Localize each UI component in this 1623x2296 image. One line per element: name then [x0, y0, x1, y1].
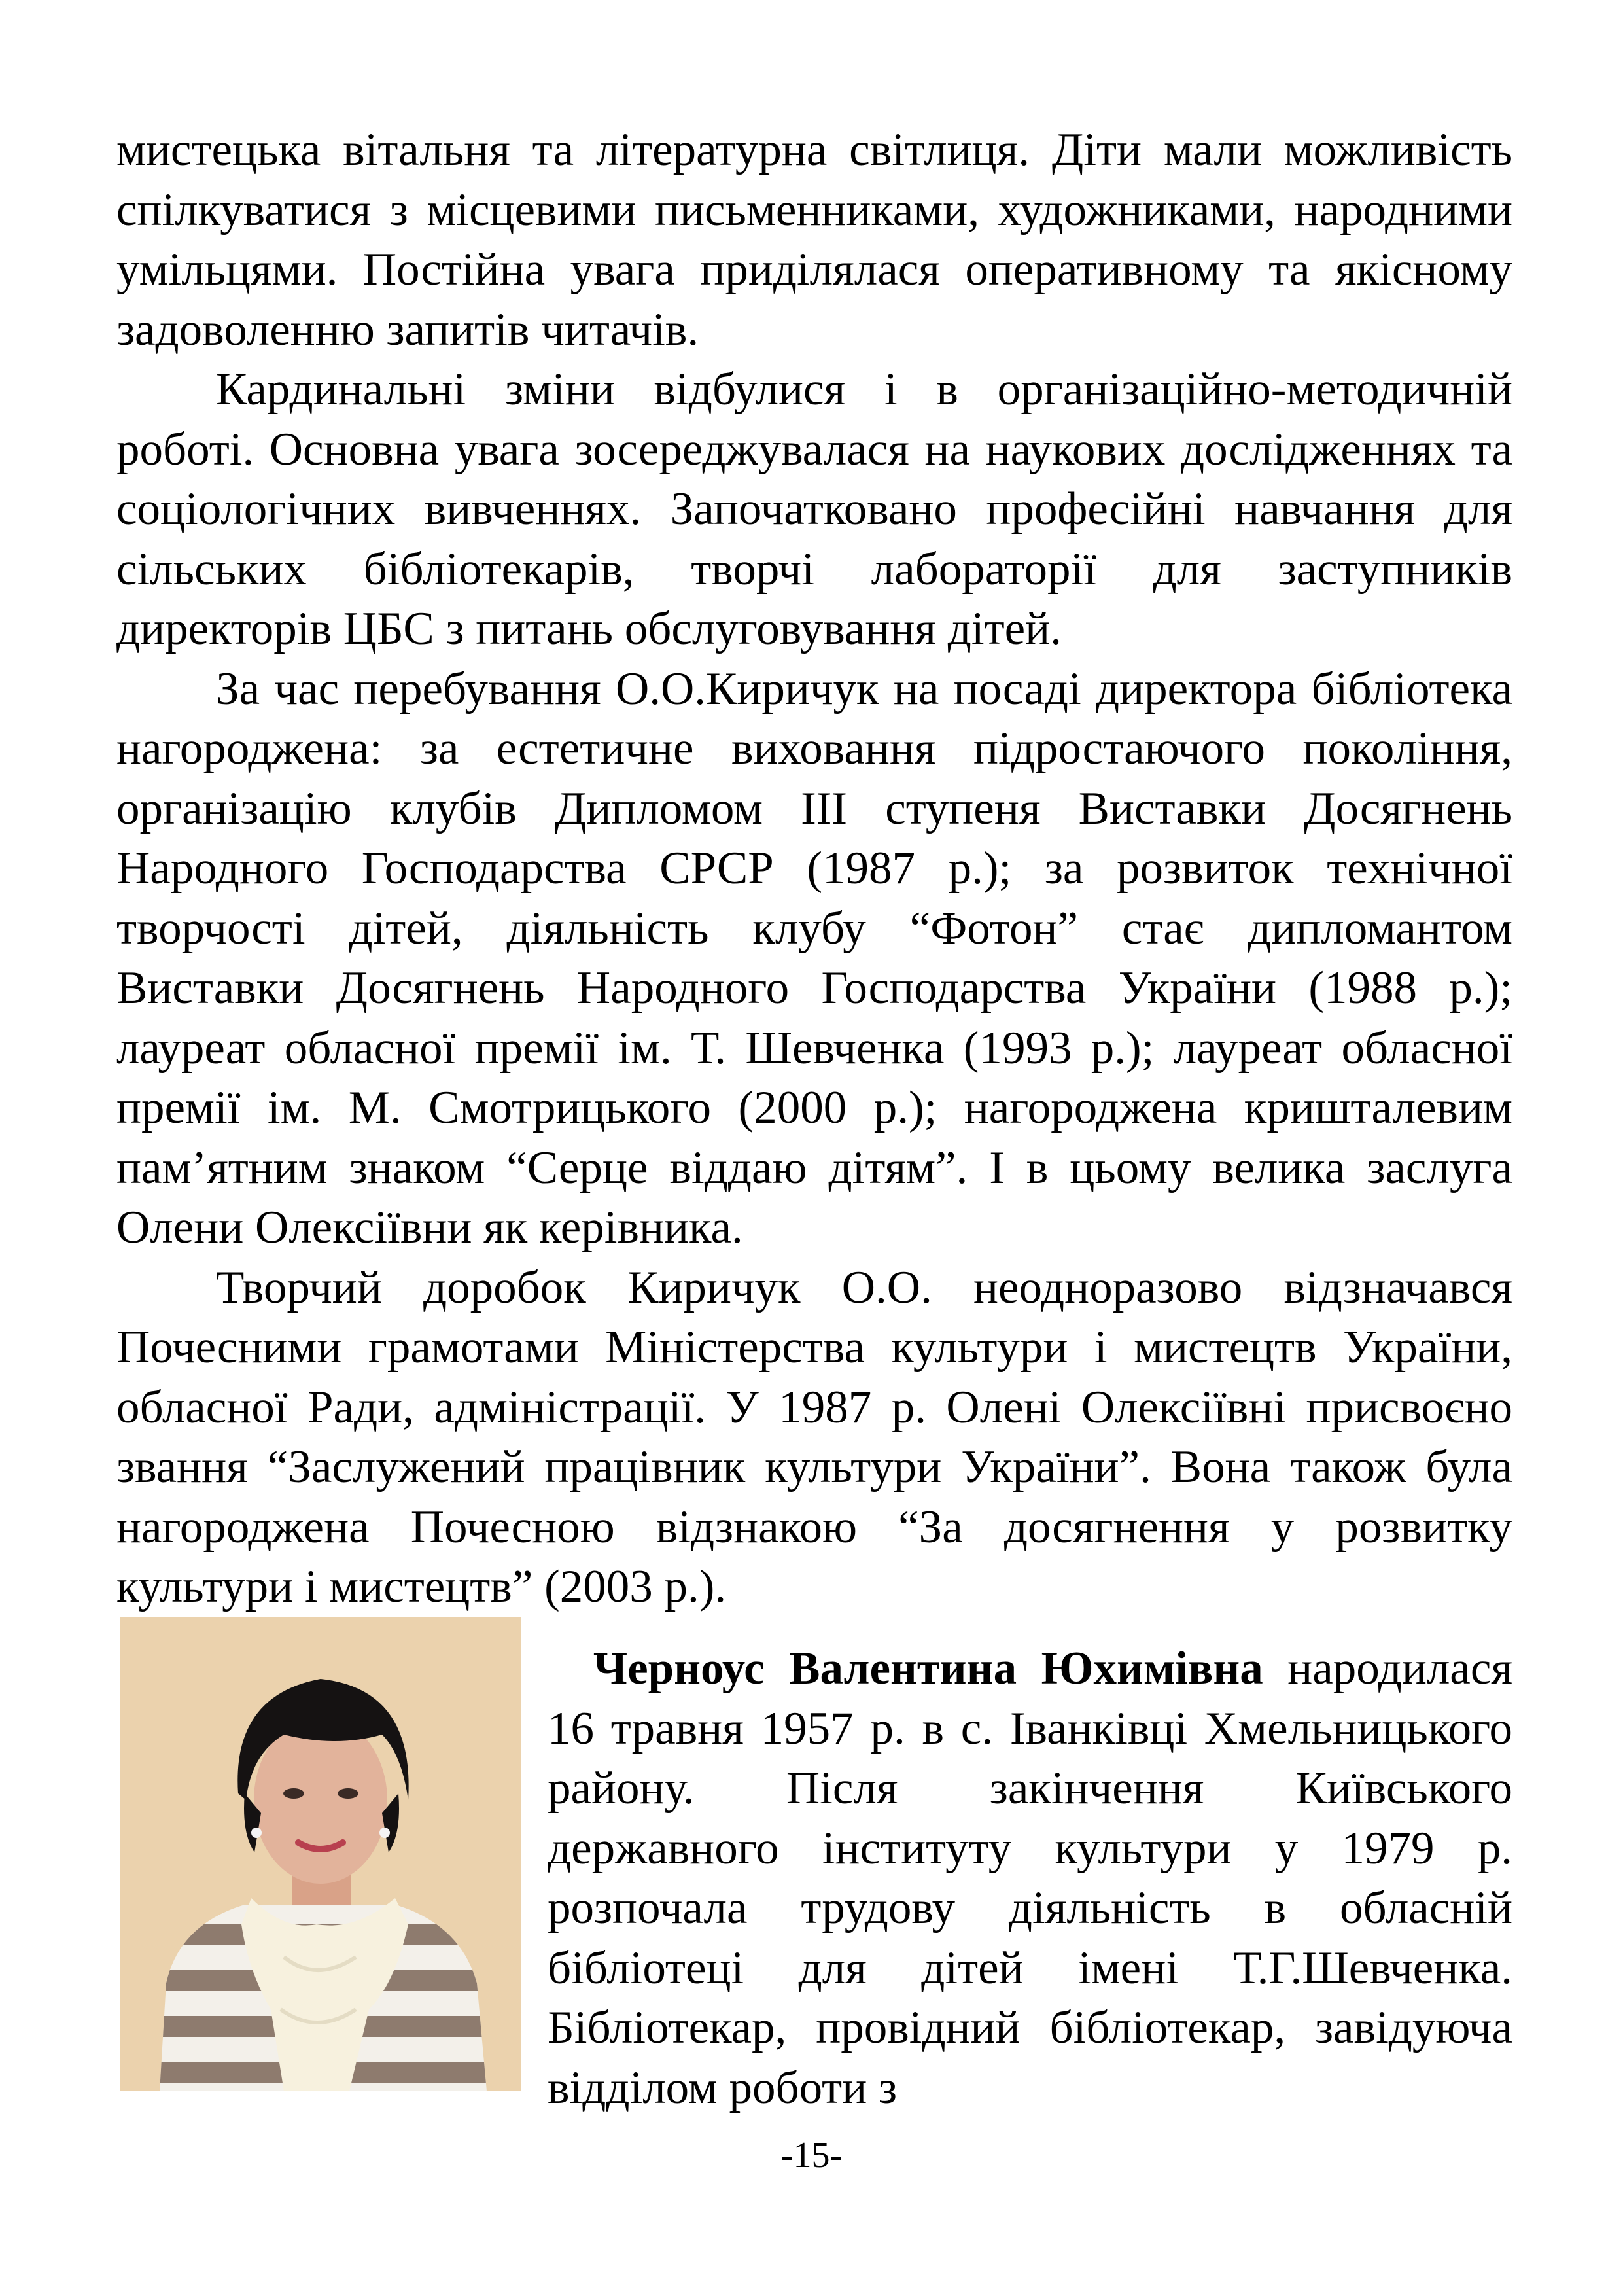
paragraph-2: Кардинальні зміни відбулися і в організаційно-методичній роботі. Основна увага зосереджувалася на наукових дослідженнях та соціологічних вивченнях. Започатковано професійні навчання для сільських бібліотекарів, творчі лабораторії для заступників директорів ЦБС з питань обслуговування дітей. [116, 364, 1512, 654]
paragraph-1: мистецька вітальня та літературна світлиця. Діти мали можливість спілкуватися з місцевими письменниками, художниками, народними умільцями. Постійна увага приділялася оперативному та якісному задоволенню запитів читачів. [116, 124, 1512, 355]
page-number: -15- [780, 2135, 843, 2176]
biography-section [116, 1613, 1512, 2113]
paragraph-3: За час перебування О.О.Киричук на посаді директора бібліотека нагороджена: за естетичне виховання підростаючого покоління, організацію клубів Дипломом ІІІ ступеня Виставки Досягнень Народного Господарства СРСР (1987 р.); за розвиток технічної творчості дітей, діяльність клубу “Фотон” стає дипломантом Виставки Досягнень Народного Господарства України (1988 р.); лауреат обласної премії ім. Т. Шевченка (1993 р.); лауреат обласної премії ім. М. Смотрицького (2000 р.); нагороджена кришталевим пам’ятним знаком “Серце віддаю дітям”. І в цьому велика заслуга Олени Олексіївни як керівника. [116, 663, 1512, 1253]
portrait-photo [120, 1617, 521, 2091]
paragraph-4: Творчий доробок Киричук О.О. неодноразово відзначався Почесними грамотами Міністерства культури і мистецтв України, обласної Ради, адміністрації. У 1987 р. Олені Олексіївні присвоєно звання “Заслужений працівник культури України”. Вона також була нагороджена Почесною відзнакою “За досягнення у розвитку культури і мистецтв” (2003 р.). [116, 1262, 1512, 1612]
biography-name: Черноус Валентина Юхимівна [593, 1643, 1263, 1694]
portrait-illustration [120, 1617, 521, 2091]
biography-body: народилася 16 травня 1957 р. в с. Іванківці Хмельницького району. Після закінчення Київського державного інституту культури у 1979 р. розпочала трудову діяльність в обласній бібліотеці для дітей імені Т.Г.Шевченка. Бібліотекар, провідний бібліотекар, завідуюча відділом роботи з [548, 1643, 1512, 2113]
biography-text [548, 1639, 1512, 2118]
main-text [116, 120, 1512, 1617]
